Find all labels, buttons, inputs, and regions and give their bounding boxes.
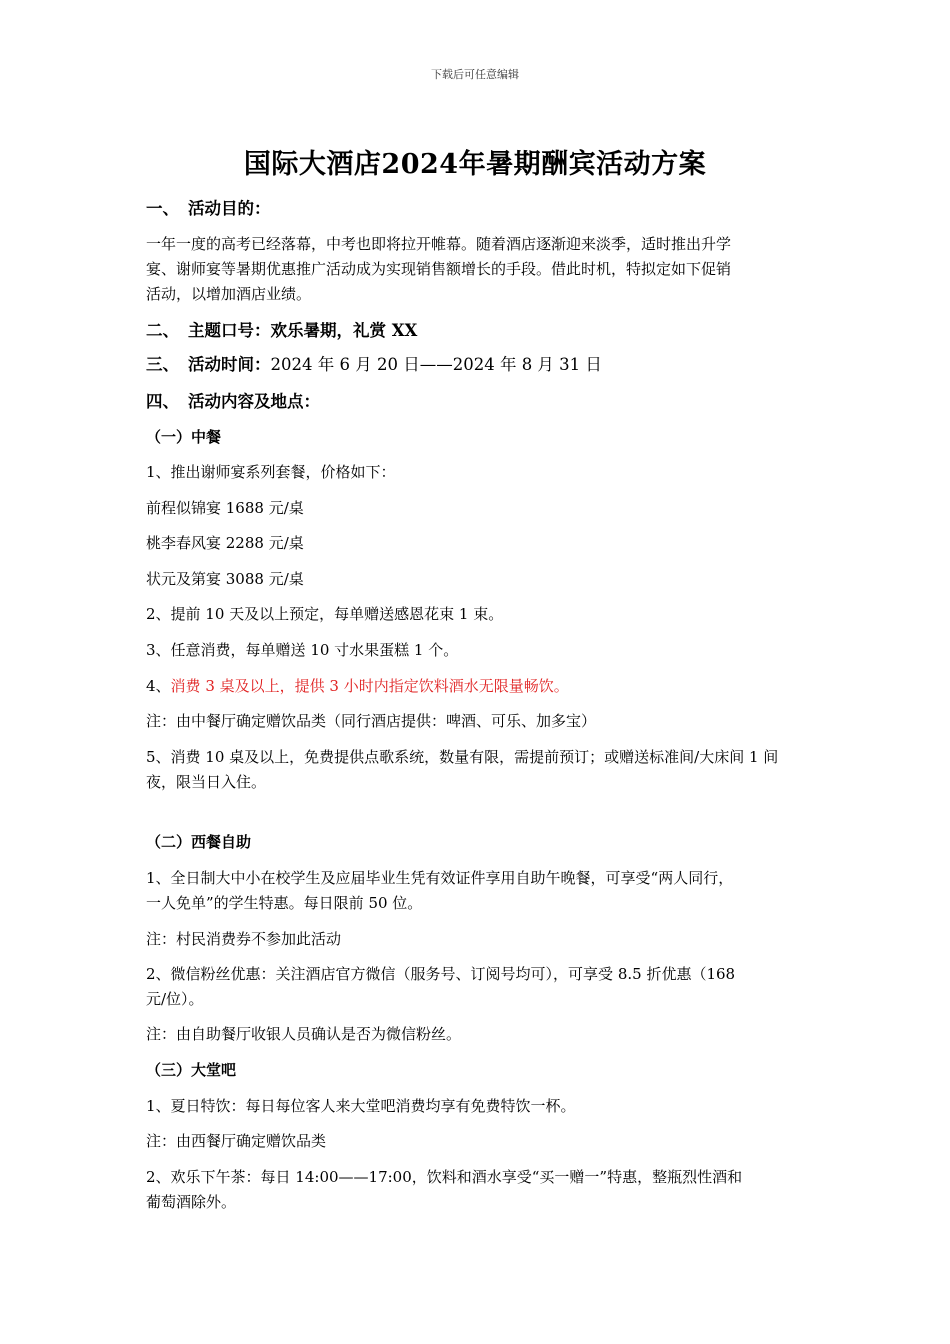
section-number: 一、 [146,199,179,218]
section-label: 主题口号：欢乐暑期，礼赏 XX [188,321,418,340]
sec1-body-line-1: 一年一度的高考已经落幕，中考也即将拉开帷幕。随着酒店逐渐迎来淡季，适时推出升学 [146,235,732,253]
western-item-1-line-1: 1、全日制大中小在校学生及应届毕业生凭有效证件享用自助午晚餐，可享受“两人同行， [146,869,734,887]
lobby-item-1: 1、夏日特饮：每日每位客人来大堂吧消费均享有免费特饮一杯。 [146,1097,576,1115]
sec1-body-line-2: 宴、谢师宴等暑期优惠推广活动成为实现销售额增长的手段。借此时机，特拟定如下促销 [146,260,732,278]
section-4-heading [146,389,806,414]
menu-item: 状元及第宴 3088 元/桌 [146,570,304,588]
western-item-1-line-2: 一人免单”的学生特惠。每日限前 50 位。 [146,894,423,912]
subsection-chinese-heading: （一）中餐 [146,428,222,446]
section-number: 二、 [146,321,179,340]
subsection-lobby-heading: （三）大堂吧 [146,1061,237,1079]
western-note-1: 注：村民消费券不参加此活动 [146,930,342,948]
section-label: 活动内容及地点： [188,392,320,411]
western-note-2: 注：由自助餐厅收银人员确认是否为微信粉丝。 [146,1025,462,1043]
section-number: 三、 [146,355,179,374]
chinese-item-1: 1、推出谢师宴系列套餐，价格如下： [146,463,396,481]
document-title: 国际大酒店2024年暑期酬宾活动方案 [243,149,707,180]
sec1-body-line-3: 活动，以增加酒店业绩。 [146,285,312,303]
section-label: 活动时间： [188,355,271,374]
chinese-item-5-line-1: 5、消费 10 桌及以上，免费提供点歌系统，数量有限，需提前预订；或赠送标准间/大床间 1 间 [146,748,779,766]
lobby-item-2-line-1: 2、欢乐下午茶：每日 14:00——17:00，饮料和酒水享受“买一赠一”特惠，整瓶烈性酒和 [146,1168,743,1186]
item-prefix: 4、 [146,677,171,695]
chinese-item-4 [146,674,806,699]
section-2-heading [146,318,806,343]
menu-item: 前程似锦宴 1688 元/桌 [146,499,304,517]
chinese-note-1: 注：由中餐厅确定赠饮品类（同行酒店提供：啤酒、可乐、加多宝） [146,712,597,730]
section-1-heading [146,196,806,221]
section-number: 四、 [146,392,179,411]
header-note: 下载后可任意编辑 [431,68,519,81]
subsection-western-heading: （二）西餐自助 [146,833,252,851]
chinese-item-3: 3、任意消费，每单赠送 10 寸水果蛋糕 1 个。 [146,641,459,659]
chinese-item-2: 2、提前 10 天及以上预定，每单赠送感恩花束 1 束。 [146,605,504,623]
section-3-heading [146,352,806,378]
lobby-note-1: 注：由西餐厅确定赠饮品类 [146,1132,327,1150]
western-item-2-line-1: 2、微信粉丝优惠：关注酒店官方微信（服务号、订阅号均可），可享受 8.5 折优惠（168 [146,965,736,983]
section-label: 活动目的： [188,199,271,218]
lobby-item-2-line-2: 葡萄酒除外。 [146,1193,237,1211]
highlighted-offer: 消费 3 桌及以上，提供 3 小时内指定饮料酒水无限量畅饮。 [170,677,569,695]
chinese-item-5-line-2: 夜，限当日入住。 [146,773,267,791]
activity-dates: 2024 年 6 月 20 日——2024 年 8 月 31 日 [270,355,602,374]
western-item-2-line-2: 元/位）。 [146,990,204,1008]
menu-item: 桃李春风宴 2288 元/桌 [146,534,304,552]
